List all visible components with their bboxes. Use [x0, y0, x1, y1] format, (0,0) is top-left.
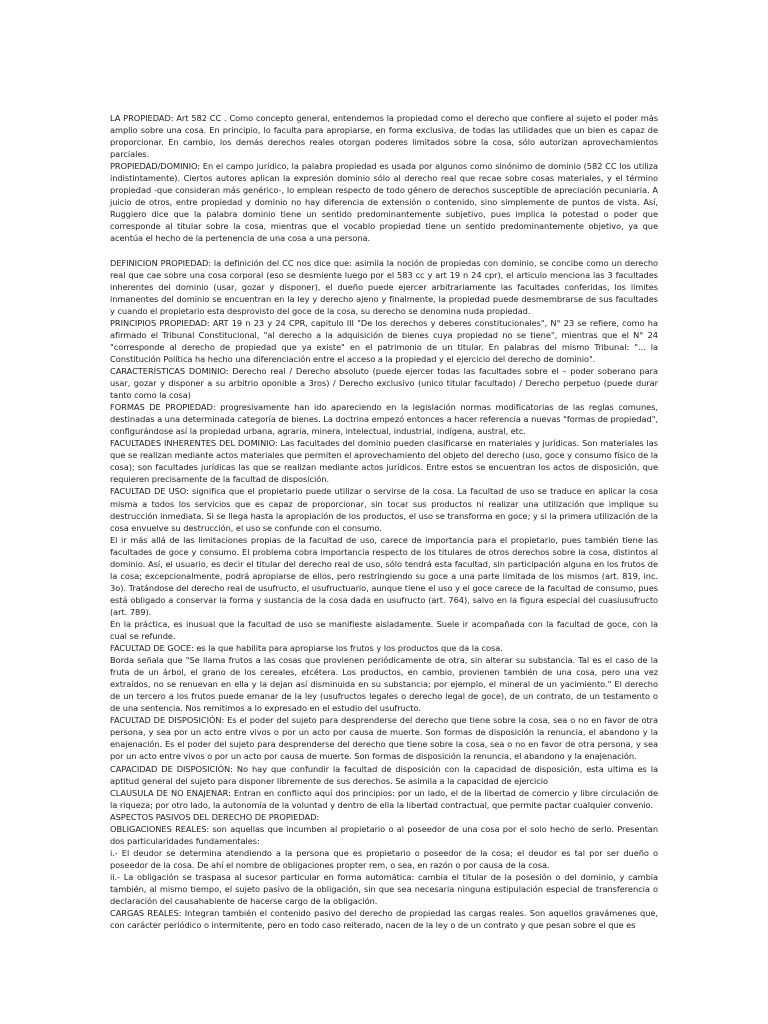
paragraph: Borda señala que "Se llama frutos a las cosas que provienen periódicamente de otra, sin alterar su substancia. Tal es el caso de la fruta de un árbol, el grano de los cereales, etcétera. Los productos, en cambio, provienen también de una cosa, pero una vez extraídos, no se renuevan en ella y la dejan así disminuida en su substancia; por ejemplo, el mineral de un yacimiento." El derecho de un tercero a los frutos puede emanar de la ley (usufructos legales o derecho legal de goce), de un contrato, de un testamento o de una sentencia. Nos remitimos a lo expresado en el estudio del usufructo. [110, 655, 658, 714]
blank-line [110, 245, 658, 257]
paragraph: FACULTADES INHERENTES DEL DOMINIO: Las facultades del dominio pueden clasificarse en materiales y jurídicas. Son materiales las que se realizan mediante actos materiales que permiten el aprovechamiento del objeto del derecho (uso, goce y consumo físico de la cosa); son facultades jurídicas las que se realizan mediante actos jurídicos. Entre estos se encuentran los actos de disposición, que requieren precisamente de la facultad de disposición. [110, 438, 658, 485]
paragraph: ii.- La obligación se traspasa al sucesor particular en forma automática: cambia el titular de la posesión o del dominio, y cambia también, al mismo tiempo, el sujeto pasivo de la obligación, sin que sea necesaria ninguna estipulación especial de transferencia o declaración del causahabiente de hacerse cargo de la obligación. [110, 871, 658, 907]
paragraph: PRINCIPIOS PROPIEDAD: ART 19 n 23 y 24 CPR, capitulo III "De los derechos y deberes constitucionales", N° 23 se refiere, como ha afirmado el Tribunal Constitucional, "al derecho a la adquisición de bienes cuya propiedad no se tiene", mientras que el N° 24 "corresponde al derecho de propiedad que ya existe" en el patrimonio de un titular. En palabras del mismo Tribunal: "... la Constitución Política ha hecho una diferenciación entre el acceso a la propiedad y el ejercicio del derecho de dominio". [110, 317, 658, 364]
document-page [110, 112, 658, 931]
paragraph: En la práctica, es inusual que la facultad de uso se manifieste aisladamente. Suele ir acompañada con la facultad de goce, con la cual se refunde. [110, 618, 658, 642]
paragraph: FACULTAD DE USO: significa que el propietario puede utilizar o servirse de la cosa. La facultad de uso se traduce en aplicar la cosa misma a todos los servicios que es capaz de proporcionar, sin tocar sus productos ni realizar una utilización que implique su destrucción inmediata. Si se llega hasta la apropiación de los productos, el uso se transforma en goce; y si la primera utilización de la cosa envuelve su destrucción, el uso se confunde con el consumo. [110, 486, 658, 533]
paragraph: OBLIGACIONES REALES: son aquellas que incumben al propietario o al poseedor de una cosa por el solo hecho de serlo. Presentan dos particularidades fundamentales: [110, 823, 658, 846]
paragraph: i.- El deudor se determina atendiendo a la persona que es propietario o poseedor de la cosa; el deudor es tal por ser dueño o poseedor de la cosa. De ahí el nombre de obligaciones propter rem, o sea, en razón o por causa de la cosa. [110, 847, 658, 870]
paragraph: ASPECTOS PASIVOS DEL DERECHO DE PROPIEDAD: [110, 811, 320, 822]
paragraph: CLAUSULA DE NO ENAJENAR: Entran en conflicto aquí dos principios: por un lado, el de la libertad de comercio y libre circulación de la riqueza; por otro lado, la autonomía de la voluntad y dentro de ella la libertad contractual, que permite pactar cualquier convenio. [110, 787, 658, 810]
paragraph: FACULTAD DE GOCE: es la que habilita para apropiarse los frutos y los productos que da la cosa. [110, 643, 503, 654]
paragraph: DEFINICION PROPIEDAD: la definición del CC nos dice que: asimila la noción de propiedas con dominio, se concibe como un derecho real que cae sobre una cosa corporal (eso se desmiente luego por el 583 cc y art 19 n 24 cpr), el articulo menciona las 3 facultades inherentes del dominio (usar, gozar y disponer), el dueño puede ejercer arbitrariamente las facultades conferidas, los limites inmanentes del dominio se encuentran en la ley y derecho ajeno y finalmente, la propiedad puede desmembrarse de sus facultades y cuando el propietario esta desprovisto del goce de la cosa, su derecho se denomina nuda propiedad. [110, 257, 658, 316]
paragraph: CARACTERÍSTICAS DOMINIO: Derecho real / Derecho absoluto (puede ejercer todas las facultades sobre el – poder soberano para usar, gozar y disponer a su arbitrio oponible a 3ros) / Derecho exclusivo (unico titular facultado) / Derecho perpetuo (puede durar tanto como la cosa) [110, 365, 658, 401]
paragraph: CARGAS REALES: Integran también el contenido pasivo del derecho de propiedad las cargas reales. Son aquellos gravámenes que, con carácter periódico o intermitente, pero en todo caso reiterado, nacen de la ley o de un contrato y que pesan sobre el que es [110, 908, 658, 931]
paragraph: LA PROPIEDAD: Art 582 CC . Como concepto general, entendemos la propiedad como el derecho que confiere al sujeto el poder más amplio sobre una cosa. En principio, lo faculta para apropiarse, en forma exclusiva, de todas las utilidades que un bien es capaz de proporcionar. En cambio, los demás derechos reales otorgan poderes limitados sobre la cosa, sólo autorizan aprovechamientos parciales. [110, 113, 658, 160]
paragraph: FACULTAD DE DISPOSICIÓN: Es el poder del sujeto para desprenderse del derecho que tiene sobre la cosa, sea o no en favor de otra persona, y sea por un acto entre vivos o por un acto por causa de muerte. Son formas de disposición la renuncia, el abandono y la enajenación. Es el poder del sujeto para desprenderse del derecho que tiene sobre la cosa, sea o no en favor de otra persona, y sea por un acto entre vivos o por un acto por causa de muerte. Son formas de disposición la renuncia, el abandono y la enajenación. [110, 715, 658, 762]
paragraph: El ir más allá de las limitaciones propias de la facultad de uso, carece de importancia para el propietario, pues también tiene las facultades de goce y consumo. El problema cobra importancia respecto de los titulares de otros derechos sobre la cosa, distintos al dominio. Así, el usuario, es decir el titular del derecho real de uso, sólo tendrá esta facultad, sin participación alguna en los frutos de la cosa; excepcionalmente, podrá apropiarse de ellos, pero restringiendo su goce a una parte limitada de los mismos (art. 819, inc. 3o). Tratándose del derecho real de usufructo, el usufructuario, aunque tiene el uso y el goce carece de la facultad de consumo, pues está obligado a conservar la forma y sustancia de la cosa dada en usufructo (art. 764), salvo en la figura especial del cuasiusufructo (art. 789). [110, 534, 658, 617]
paragraph: CAPACIDAD DE DISPOSICIÓN: No hay que confundir la facultad de disposición con la capacidad de disposición, esta ultima es la aptitud general del sujeto para disponer libremente de sus derechos. Se asimila a la capacidad de ejercicio [110, 763, 658, 786]
paragraph: PROPIEDAD/DOMINIO: En el campo jurídico, la palabra propiedad es usada por algunos como sinónimo de dominio (582 CC los utiliza indistintamente). Ciertos autores aplican la expresión dominio sólo al derecho real que recae sobre cosas materiales, y el término propiedad -que consideran más genérico-, lo emplean respecto de todo género de derechos susceptible de apreciación pecuniaria. A juicio de otros, entre propiedad y dominio no hay diferencia de extensión o contenido, sino simplemente de puntos de vista. Así, Ruggiero dice que la palabra dominio tiene un sentido predominantemente subjetivo, pues implica la potestad o poder que corresponde al titular sobre la cosa, mientras que el vocablo propiedad tiene un sentido predominantemente objetivo, ya que acentúa el hecho de la pertenencia de una cosa a una persona. [110, 161, 658, 244]
paragraph: FORMAS DE PROPIEDAD: progresivamente han ido apareciendo en la legislación normas modificatorias de las reglas comunes, destinadas a una determinada categoría de bienes. La doctrina empezó entonces a hacer referencia a nuevas "formas de propiedad", configurándose así la propiedad urbana, agraria, minera, intelectual, industrial, indígena, austral, etc. [110, 402, 659, 437]
